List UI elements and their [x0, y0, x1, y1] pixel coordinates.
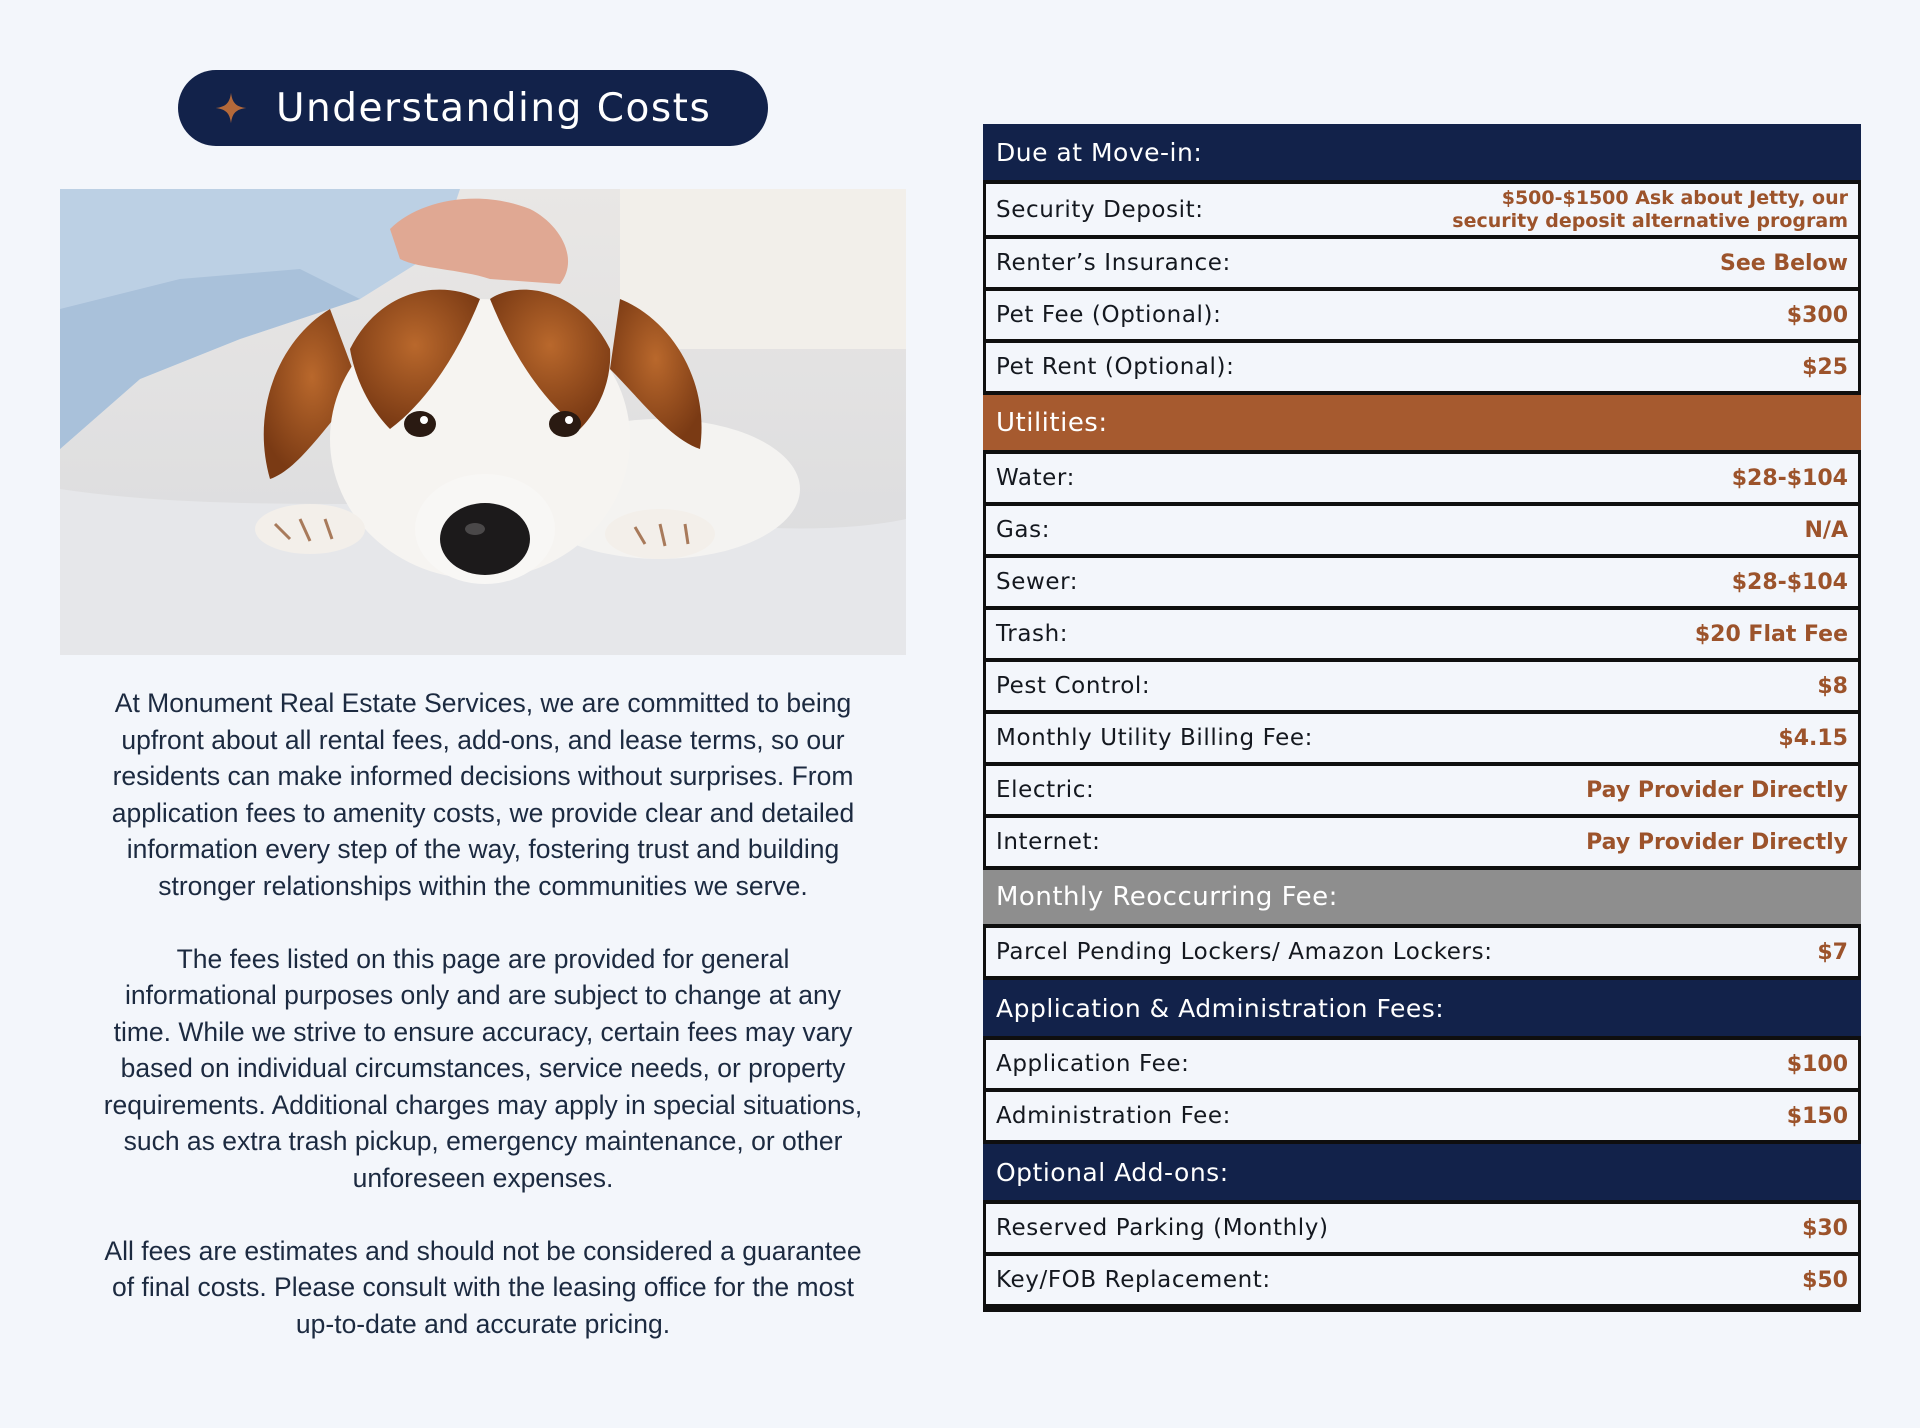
fee-row-pest-control [986, 662, 1858, 710]
fee-label: Electric: [996, 777, 1095, 803]
fee-label: Reserved Parking (Monthly) [996, 1215, 1329, 1241]
fee-row-pet-rent [986, 343, 1858, 391]
fee-label: Gas: [996, 517, 1051, 543]
fee-row-key-fob [986, 1256, 1858, 1304]
fee-value: $100 [1786, 1051, 1848, 1077]
fee-row-pet-fee [986, 291, 1858, 339]
fee-value-line: security deposit alternative program [1452, 209, 1848, 232]
fee-row-reserved-parking [986, 1204, 1858, 1252]
fee-label: Monthly Utility Billing Fee: [996, 725, 1314, 751]
fee-label: Renter’s Insurance: [996, 250, 1231, 276]
dog-photo [60, 189, 906, 655]
fee-row-internet [986, 818, 1858, 866]
fee-label: Parcel Pending Lockers/ Amazon Lockers: [996, 939, 1493, 965]
fee-value: $300 [1786, 302, 1848, 328]
fee-value: $4.15 [1778, 725, 1848, 751]
section-heading-application: Application & Administration Fees: [983, 980, 1861, 1036]
fee-label: Administration Fee: [996, 1103, 1232, 1129]
fee-value: $20 Flat Fee [1694, 621, 1848, 647]
fee-row-administration-fee [986, 1092, 1858, 1140]
fee-row-gas [986, 506, 1858, 554]
section-heading-utilities: Utilities: [983, 395, 1861, 450]
fee-value: $25 [1802, 354, 1848, 380]
fee-row-parcel-lockers [986, 928, 1858, 976]
fee-value: $7 [1817, 939, 1848, 965]
fee-value: $150 [1786, 1103, 1848, 1129]
sparkle-icon [214, 91, 248, 125]
fee-value: $50 [1802, 1267, 1848, 1293]
fee-row-electric [986, 766, 1858, 814]
fee-value: Pay Provider Directly [1586, 777, 1848, 803]
fee-label: Security Deposit: [996, 196, 1204, 223]
fee-label: Pest Control: [996, 673, 1151, 699]
section-heading-addons: Optional Add-ons: [983, 1144, 1861, 1200]
page-title: Understanding Costs [276, 85, 712, 131]
section-heading-move-in: Due at Move-in: [983, 124, 1861, 180]
fee-value: See Below [1719, 250, 1848, 276]
page-title-pill [178, 70, 768, 146]
fee-row-security-deposit [986, 184, 1858, 235]
fee-label: Pet Fee (Optional): [996, 302, 1222, 328]
fee-row-sewer [986, 558, 1858, 606]
fee-row-trash [986, 610, 1858, 658]
fee-value: Pay Provider Directly [1586, 829, 1848, 855]
fee-label: Pet Rent (Optional): [996, 354, 1235, 380]
fee-row-application-fee [986, 1040, 1858, 1088]
intro-text [60, 685, 906, 1379]
fee-value: $30 [1802, 1215, 1848, 1241]
fee-row-utility-billing [986, 714, 1858, 762]
section-heading-monthly: Monthly Reoccurring Fee: [983, 870, 1861, 924]
intro-paragraph-1: At Monument Real Estate Services, we are committed to being upfront about all rental fees, add-ons, and lease terms, so our residents can make informed decisions without surprises. From application fees to amenity costs, we provide clear and detailed information every step of the way, fostering trust and building stronger relationships within the communities we serve. [111, 688, 855, 901]
fee-row-water [986, 454, 1858, 502]
fee-label: Application Fee: [996, 1051, 1190, 1077]
fee-row-renters-insurance [986, 239, 1858, 287]
fee-value: $8 [1817, 673, 1848, 699]
fee-value [1452, 187, 1848, 233]
fee-value: N/A [1804, 517, 1848, 543]
fee-label: Internet: [996, 829, 1101, 855]
fee-table [983, 124, 1861, 1312]
dog-illustration [60, 189, 906, 655]
fee-value: $28-$104 [1731, 569, 1848, 595]
fee-label: Sewer: [996, 569, 1079, 595]
fee-label: Water: [996, 465, 1075, 491]
fee-label: Trash: [996, 621, 1069, 647]
fee-label: Key/FOB Replacement: [996, 1267, 1271, 1293]
intro-paragraph-3: All fees are estimates and should not be considered a guarantee of final costs. Please consult with the leasing office for the most up-to-date and accurate pricing. [104, 1235, 862, 1339]
fee-value: $28-$104 [1731, 465, 1848, 491]
fee-value-line: $500-$1500 Ask about Jetty, our [1501, 186, 1848, 209]
intro-paragraph-2: The fees listed on this page are provided for general informational purposes only and are subject to change at any time. While we strive to ensure accuracy, certain fees may vary based on individual circumstances, service needs, or property requirements. Additional charges may apply in special situations, such as extra trash pickup, emergency maintenance, or other unforeseen expenses. [103, 943, 863, 1193]
